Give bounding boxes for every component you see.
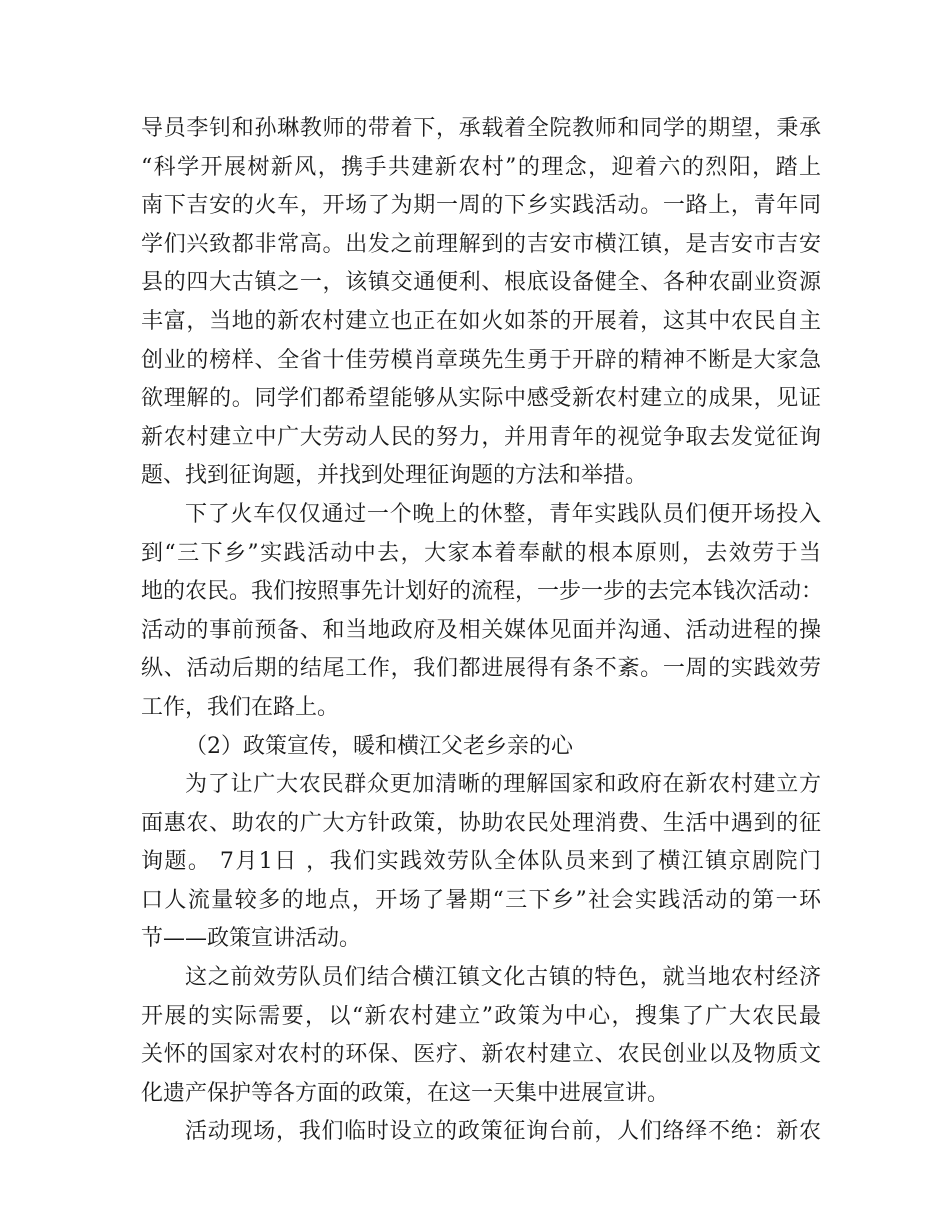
paragraph-2 [141,496,824,728]
text-line: 开展的实际需要，以“新农村建立”政策为中心，搜集了广大农民最 [141,1003,821,1029]
text-line: 南下吉安的火车，开场了为期一周的下乡实践活动。一路上，青年同 [141,193,821,219]
text-line: 关怀的国家对农村的环保、医疗、新农村建立、农民创业以及物质文 [141,1042,821,1068]
text-line: “科学开展树新风，携手共建新农村”的理念，迎着六的烈阳，踏上 [141,154,821,180]
text-line: 化遗产保护等各方面的政策，在这一天集中进展宣讲。 [141,1080,670,1106]
text-line: 下了火车仅仅通过一个晚上的休整，青年实践队员们便开场投入 [185,501,821,527]
text-line: 学们兴致都非常高。出发之前理解到的吉安市横江镇，是吉安市吉安 [141,231,821,257]
text-line: 丰富，当地的新农村建立也正在如火如茶的开展着，这其中农民自主 [141,308,821,334]
text-line: 纵、活动后期的结尾工作，我们都进展得有条不紊。一周的实践效劳 [141,656,821,682]
text-line: 活动的事前预备、和当地政府及相关媒体见面并沟通、活动进程的操 [141,617,821,643]
text-line: 询题。 7月1日 ，我们实践效劳队全体队员来到了横江镇京剧院门 [141,849,821,875]
text-line: 到“三下乡”实践活动中去，大家本着奉献的根本原则，去效劳于当 [141,540,821,566]
section-heading [141,728,821,767]
body-text [141,110,824,1152]
paragraph-4 [141,959,821,1113]
text-line: 创业的榜样、全省十佳劳模肖章瑛先生勇于开辟的精神不断是大家急 [141,347,821,373]
text-line: 为了让广大农民群众更加清晰的理解国家和政府在新农村建立方 [185,772,821,798]
text-line: 欲理解的。同学们都希望能够从实际中感受新农村建立的成果，见证 [141,386,821,412]
text-line: 地的农民。我们按照事先计划好的流程，一步一步的去完本钱次活动： [141,579,824,605]
paragraph-5 [141,1113,821,1152]
text-line: 新农村建立中广大劳动人民的努力，并用青年的视觉争取去发觉征询 [141,424,821,450]
text-line: 导员李钊和孙琳教师的带着下，承载着全院教师和同学的期望，秉承 [141,116,821,141]
text-line: 工作，我们在路上。 [141,694,340,720]
paragraph-1 [141,110,821,496]
text-line: 县的四大古镇之一，该镇交通便利、根底设备健全、各种农副业资源 [141,270,821,296]
text-line: 节——政策宣讲活动。 [141,926,362,952]
section-heading-text: （2）政策宣传，暖和横江父老乡亲的心 [185,733,573,759]
text-line: 面惠农、助农的广大方针政策，协助农民处理消费、生活中遇到的征 [141,810,821,836]
text-line: 口人流量较多的地点，开场了暑期“三下乡”社会实践活动的第一环 [141,887,821,913]
paragraph-3 [141,766,821,959]
text-line: 活动现场，我们临时设立的政策征询台前，人们络绎不绝：新农 [185,1119,821,1145]
text-line: 题、找到征询题，并找到处理征询题的方法和举措。 [141,463,648,489]
text-line: 这之前效劳队员们结合横江镇文化古镇的特色，就当地农村经济 [185,965,821,991]
